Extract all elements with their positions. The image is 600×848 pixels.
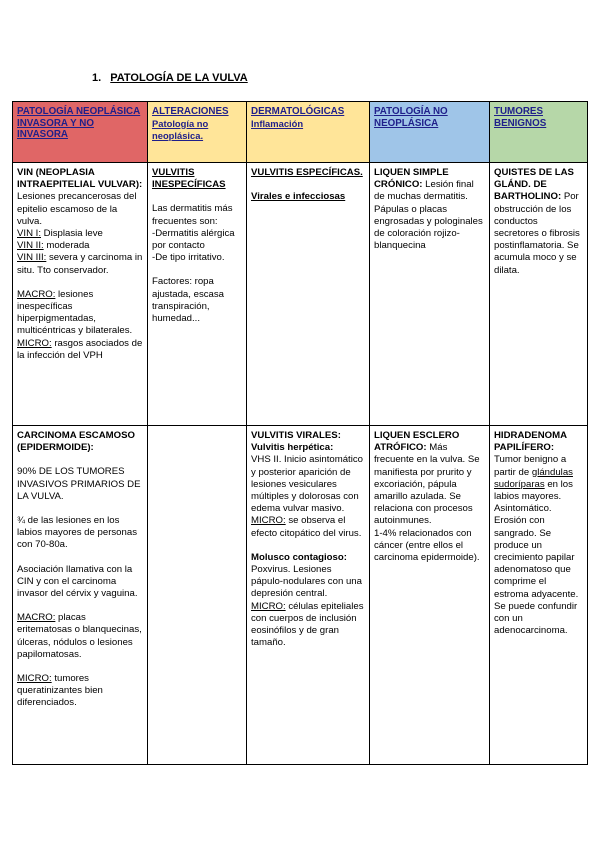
header-no-neoplasica: PATOLOGÍA NO NEOPLÁSICA bbox=[370, 102, 490, 163]
cell-vulvitis-inespecificas: VULVITIS INESPECÍFICAS Las dermatitis más frecuentes son: -Dermatitis alérgica por contacto -De tipo irritativo. Factores: ropa ajustada, escasa transpiración, humedad... bbox=[148, 163, 247, 426]
cell-vulvitis-especificas: VULVITIS ESPECÍFICAS. Virales e infecciosas bbox=[247, 163, 370, 426]
table-row bbox=[13, 163, 588, 426]
header-tumores-benignos: TUMORES BENIGNOS bbox=[490, 102, 588, 163]
cell-vin: VIN (NEOPLASIA INTRAEPITELIAL VULVAR): Lesiones precancerosas del epitelio escamoso de la vulva. VIN I: Displasia leve VIN II: moderada VIN III: severa y carcinoma in situ. Tto conservador. MACRO: lesiones inespecíficas hiperpigmentadas, multicéntricas y bilaterales. MICRO: rasgos asociados de la infección del VPH bbox=[13, 163, 148, 426]
cell-liquen-esclero: LIQUEN ESCLERO ATRÓFICO: Más frecuente en la vulva. Se manifiesta por prurito y excoriación, pápula amarillo azulada. Se relaciona con procesos autoinmunes. 1-4% relacionados con cáncer (entre ellos el carcinoma epidermoide). bbox=[370, 426, 490, 765]
table-row bbox=[13, 426, 588, 765]
header-row bbox=[13, 102, 588, 163]
cell-quistes: QUISTES DE LAS GLÁND. DE BARTHOLINO: Por obstrucción de los conductos secretores o fibrosis postinflamatoria. Se acumula moco y se dilata. bbox=[490, 163, 588, 426]
heading-number: 1. bbox=[92, 72, 102, 84]
cell-vulvitis-virales: VULVITIS VIRALES: Vulvitis herpética: VHS II. Inicio asintomático y posterior aparición de lesiones vesiculares múltiples y dolorosas con edema vulvar masivo. MICRO: se observa el efecto citopático del virus. Molusco contagioso: Poxvirus. Lesiones pápulo-nodulares con una depresión central. MICRO: células epiteliales con cuerpos de inclusión eosinófilos y de gran tamaño. bbox=[247, 426, 370, 765]
header-dermatologicas: DERMATOLÓGICAS Inflamación bbox=[247, 102, 370, 163]
heading-text: PATOLOGÍA DE LA VULVA bbox=[110, 72, 248, 84]
page-title bbox=[92, 72, 248, 84]
cell-hidradenoma: HIDRADENOMA PAPILÍFERO: Tumor benigno a partir de glándulas sudoríparas en los labios mayores. Asintomático. Erosión con sangrado. Se produce un crecimiento papilar adenomatoso que comprime el estroma adyacente. Se puede confundir con un adenocarcinoma. bbox=[490, 426, 588, 765]
header-alteraciones: ALTERACIONES Patología no neoplásica. bbox=[148, 102, 247, 163]
header-neoplasica: PATOLOGÍA NEOPLÁSICA INVASORA Y NO INVASORA bbox=[13, 102, 148, 163]
cell-empty bbox=[148, 426, 247, 765]
cell-carcinoma: CARCINOMA ESCAMOSO (EPIDERMOIDE): 90% DE LOS TUMORES INVASIVOS PRIMARIOS DE LA VULVA. ¾ de las lesiones en los labios mayores de personas con 70-80a. Asociación llamativa con la CIN y con el carcinoma invasor del cérvix y vaguina. MACRO: placas eritematosas o blanquecinas, úlceras, nódulos o lesiones papilomatosas. MICRO: tumores queratinizantes bien diferenciados. bbox=[13, 426, 148, 765]
vulva-pathology-table bbox=[12, 101, 588, 765]
cell-liquen-simple: LIQUEN SIMPLE CRÓNICO: Lesión final de muchas dermatitis. Pápulas o placas engrosadas y pologinales de coloración rojizo-blanquecina bbox=[370, 163, 490, 426]
